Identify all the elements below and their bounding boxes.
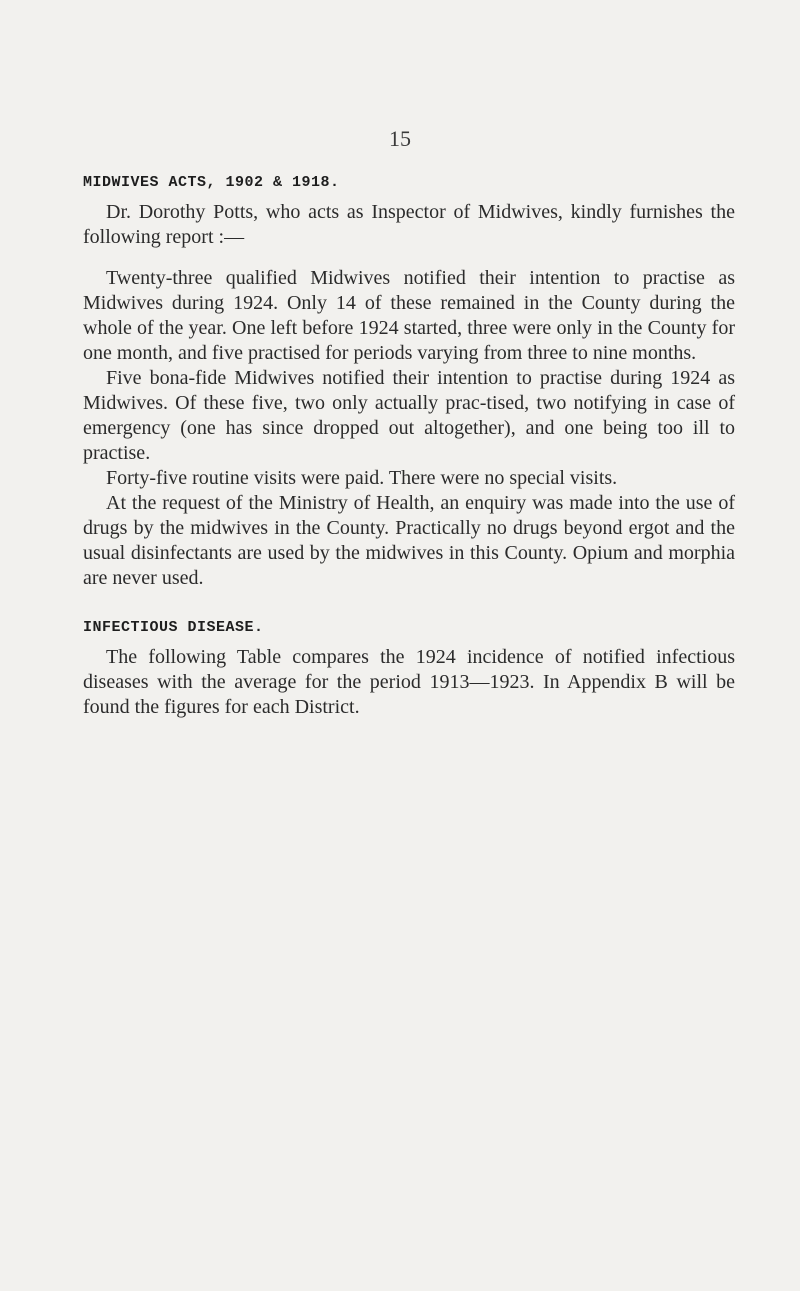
section-heading: MIDWIVES ACTS, 1902 & 1918.	[83, 174, 340, 191]
paragraph: At the request of the Ministry of Health, an enquiry was made into the use of drugs by the midwives in the County. Practically no drugs beyond ergot and the usual disinfectants are used by the midwives in this County. Opium and morphia are never used.	[83, 492, 735, 589]
section-heading: INFECTIOUS DISEASE.	[83, 619, 264, 636]
paragraph: Five bona-fide Midwives notified their intention to practise during 1924 as Midwives. Of these five, two only actually prac-tised, two notifying in case of emergency (one has since dropped out altogether), and one being too ill to practise.	[83, 367, 735, 464]
section-infectious-disease	[83, 617, 735, 720]
page-number: 15	[389, 126, 411, 151]
paragraph: Forty-five routine visits were paid. There were no special visits.	[106, 467, 618, 489]
paragraph: The following Table compares the 1924 incidence of notified infectious diseases with the average for the period 1913—1923. In Appendix B will be found the figures for each District.	[83, 646, 735, 718]
paragraph: Twenty-three qualified Midwives notified their intention to practise as Midwives during 1924. Only 14 of these remained in the County during the whole of the year. One left before 1924 started, three were only in the County for one month, and five practised for periods varying from three to nine months.	[83, 267, 735, 364]
page-content	[83, 172, 735, 720]
section-midwives-acts	[83, 172, 735, 591]
paragraph: Dr. Dorothy Potts, who acts as Inspector of Midwives, kindly furnishes the following report :—	[83, 201, 735, 248]
